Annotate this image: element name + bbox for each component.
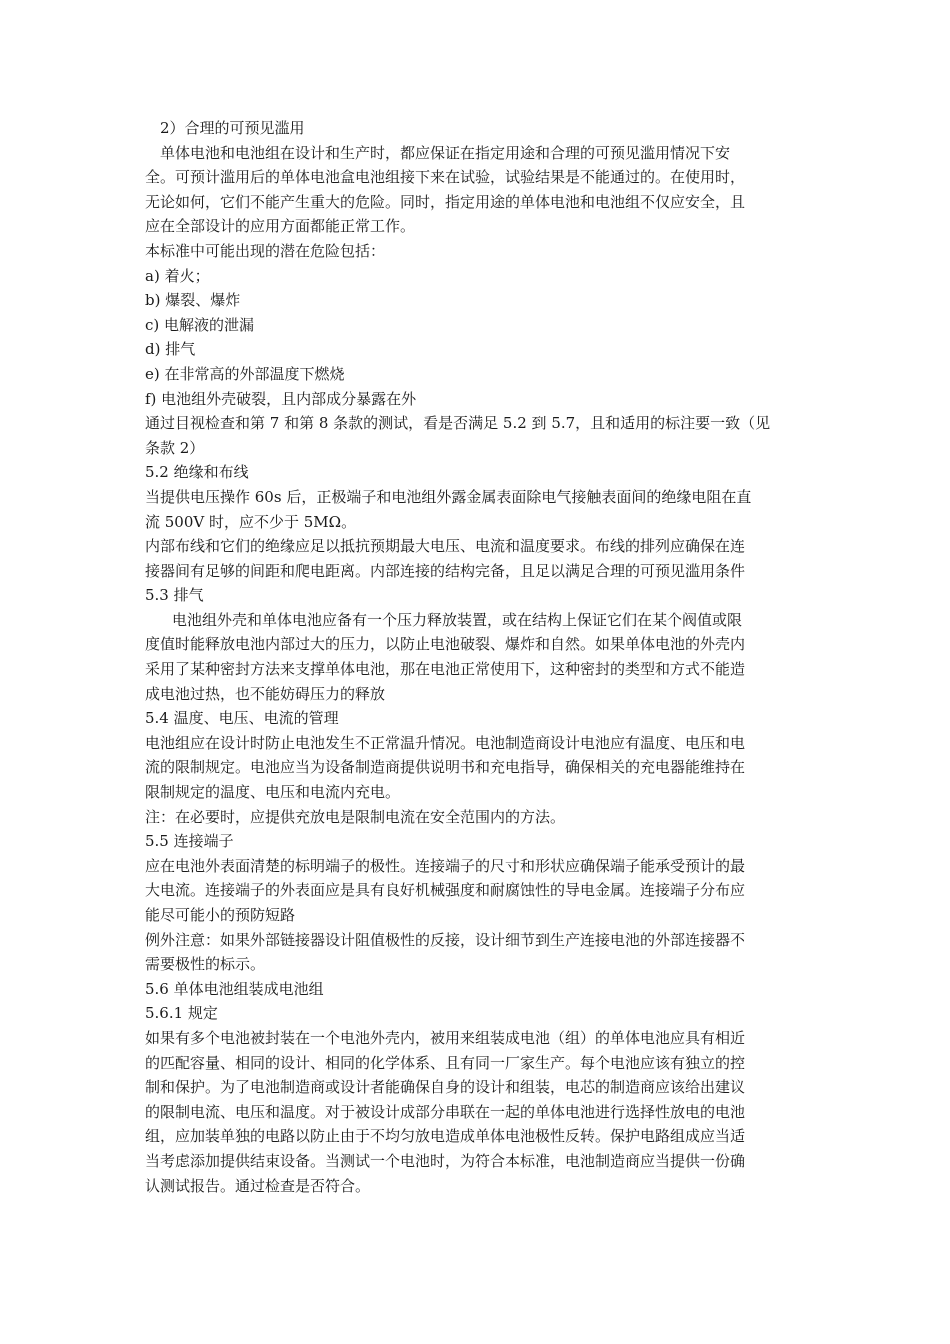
paragraph-line: 流的限制规定。电池应当为设备制造商提供说明书和充电指导，确保相关的充电器能维持在 (145, 758, 746, 777)
paragraph-line: 电池组外壳和单体电池应备有一个压力释放装置，或在结构上保证它们在某个阀值或限 (172, 610, 743, 629)
paragraph-line: 单体电池和电池组在设计和生产时，都应保证在指定用途和合理的可预见滥用情况下安 (160, 143, 731, 162)
section-heading-5-5: 5.5 连接端子 (145, 832, 234, 851)
section-heading-5-2: 5.2 绝缘和布线 (145, 463, 249, 482)
list-item: a) 着火； (145, 266, 210, 285)
document-page (145, 116, 810, 1198)
paragraph-line: 能尽可能小的预防短路 (145, 906, 296, 924)
list-item: c) 电解液的泄漏 (145, 315, 255, 334)
paragraph-line: 本标准中可能出现的潜在危险包括： (145, 241, 386, 260)
section-heading-5-6: 5.6 单体电池组装成电池组 (145, 979, 324, 998)
paragraph-line: 认测试报告。通过检查是否符合。 (145, 1176, 371, 1195)
paragraph-line: 组，应加装单独的电路以防止由于不均匀放电造成单体电池极性反转。保护电路组成应当适 (145, 1127, 746, 1146)
paragraph-line: 应在全部设计的应用方面都能正常工作。 (145, 217, 416, 236)
note-line: 注：在必要时，应提供充放电是限制电流在安全范围内的方法。 (145, 807, 566, 826)
paragraph-line: 限制规定的温度、电压和电流内充电。 (145, 783, 401, 802)
paragraph-line: 无论如何，它们不能产生重大的危险。同时，指定用途的单体电池和电池组不仅应安全，且 (145, 192, 746, 211)
section-heading-5-6-1: 5.6.1 规定 (145, 1004, 218, 1023)
paragraph-line: 流 500V 时，应不少于 5MΩ。 (145, 512, 357, 531)
paragraph-line: 接器间有足够的间距和爬电距离。内部连接的结构完备，且足以满足合理的可预见滥用条件 (145, 561, 746, 580)
list-item: f) 电池组外壳破裂，且内部成分暴露在外 (145, 389, 417, 408)
list-item: d) 排气 (145, 340, 196, 359)
paragraph-line: 度值时能释放电池内部过大的压力，以防止电池破裂、爆炸和自然。如果单体电池的外壳内 (145, 635, 746, 654)
paragraph-line: 当提供电压操作 60s 后，正极端子和电池组外露金属表面除电气接触表面间的绝缘电阻在直 (145, 487, 752, 506)
section-heading-5-3: 5.3 排气 (145, 586, 204, 605)
paragraph-line: 当考虑添加提供结束设备。当测试一个电池时，为符合本标准，电池制造商应当提供一份确 (145, 1151, 746, 1170)
list-item: e) 在非常高的外部温度下燃烧 (145, 364, 345, 383)
paragraph-line: 全。可预计滥用后的单体电池盒电池组接下来在试验，试验结果是不能通过的。在使用时， (145, 168, 746, 187)
section-heading-5-4: 5.4 温度、电压、电流的管理 (145, 709, 339, 728)
paragraph-line: 采用了某种密封方法来支撑单体电池，那在电池正常使用下，这种密封的类型和方式不能造 (145, 660, 746, 679)
paragraph-line: 内部布线和它们的绝缘应足以抵抗预期最大电压、电流和温度要求。布线的排列应确保在连 (145, 537, 746, 556)
paragraph-line: 的限制电流、电压和温度。对于被设计成部分串联在一起的单体电池进行选择性放电的电池 (145, 1102, 746, 1121)
paragraph-line: 通过目视检查和第 7 和第 8 条款的测试，看是否满足 5.2 到 5.7，且和适用的标注要一致（见 (145, 414, 771, 433)
subheading-foreseeable-misuse: 2）合理的可预见滥用 (160, 119, 305, 137)
paragraph-line: 的匹配容量、相同的设计、相同的化学体系、且有同一厂家生产。每个电池应该有独立的控 (145, 1053, 746, 1072)
paragraph-line: 电池组应在设计时防止电池发生不正常温升情况。电池制造商设计电池应有温度、电压和电 (145, 733, 746, 752)
note-line: 需要极性的标示。 (145, 955, 266, 974)
note-line: 例外注意：如果外部链接器设计阻值极性的反接，设计细节到生产连接电池的外部连接器不 (145, 930, 746, 949)
paragraph-line: 成电池过热，也不能妨碍压力的释放 (145, 684, 386, 703)
list-item: b) 爆裂、爆炸 (145, 291, 241, 310)
paragraph-line: 大电流。连接端子的外表面应是具有良好机械强度和耐腐蚀性的导电金属。连接端子分布应 (145, 881, 746, 900)
paragraph-line: 条款 2） (145, 438, 205, 457)
paragraph-line: 应在电池外表面清楚的标明端子的极性。连接端子的尺寸和形状应确保端子能承受预计的最 (145, 856, 746, 875)
paragraph-line: 如果有多个电池被封装在一个电池外壳内，被用来组装成电池（组）的单体电池应具有相近 (145, 1028, 746, 1047)
paragraph-line: 制和保护。为了电池制造商或设计者能确保自身的设计和组装，电芯的制造商应该给出建议 (145, 1078, 746, 1097)
